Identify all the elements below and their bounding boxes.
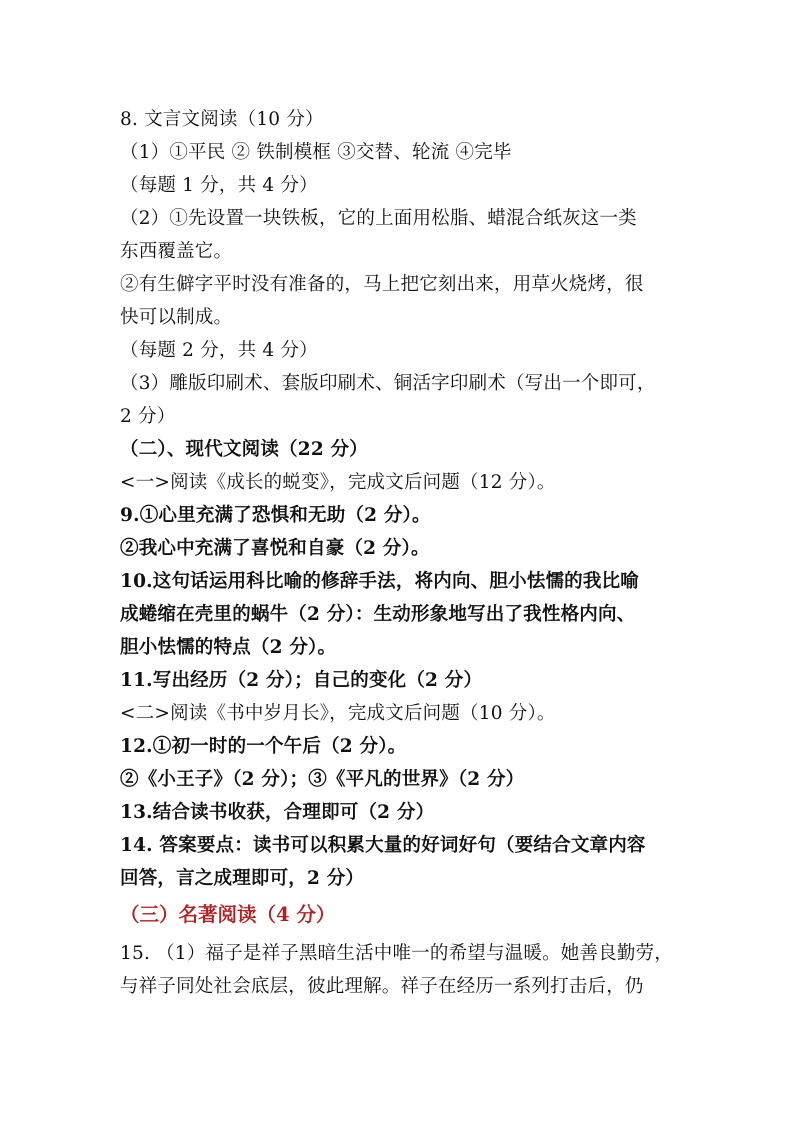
answer-8-3-cont: 2 分）: [120, 406, 176, 427]
answer-10-cont: 胆小怯懦的特点（2 分）。: [120, 637, 337, 658]
answer-9-b: ②我心中充满了喜悦和自豪（2 分）。: [120, 538, 430, 559]
section-3-heading: （三）名著阅读（4 分）: [120, 903, 336, 926]
answer-12-a: 12.①初一时的一个午后（2 分）。: [120, 736, 407, 757]
answer-8-2-a: （2）①先设置一块铁板，它的上面用松脂、蜡混合纸灰这一类: [120, 208, 637, 229]
answer-9-a: 9.①心里充满了恐惧和无助（2 分）。: [120, 505, 431, 526]
answer-13: 13.结合读书收获，合理即可（2 分）: [120, 802, 435, 823]
scoring-note: （每题 2 分，共 4 分）: [120, 340, 318, 361]
section-2-heading: （二）、现代文阅读（22 分）: [120, 439, 368, 460]
answer-8-2-b: ②有生僻字平时没有准备的，马上把它刻出来，用草火烧烤，很: [120, 274, 644, 295]
answer-12-b: ②《小王子》（2 分）；③《平凡的世界》（2 分）: [120, 769, 525, 790]
answer-8-3: （3）雕版印刷术、套版印刷术、铜活字印刷术（写出一个即可，: [120, 373, 656, 394]
question-8-heading: 8. 文言文阅读（10 分）: [120, 109, 324, 130]
passage-1-heading: <一>阅读《成长的蜕变》，完成文后问题（12 分）。: [120, 472, 556, 493]
answer-14: 14. 答案要点：读书可以积累大量的好词好句（要结合文章内容: [120, 835, 646, 856]
answer-11: 11.写出经历（2 分）；自己的变化（2 分）: [120, 670, 483, 691]
scoring-note: （每题 1 分，共 4 分）: [120, 175, 318, 196]
answer-15: 15. （1）福子是祥子黑暗生活中唯一的希望与温暖。她善良勤劳，: [120, 943, 673, 964]
answer-8-2-a-cont: 东西覆盖它。: [120, 241, 233, 262]
document-page: [120, 103, 680, 1003]
answer-8-2-b-cont: 快可以制成。: [120, 307, 233, 328]
answer-8-1: （1）①平民 ② 铁制模框 ③交替、轮流 ④完毕: [120, 142, 512, 163]
answer-10-cont: 成蜷缩在壳里的蜗牛（2 分）：生动形象地写出了我性格内向、: [120, 604, 636, 625]
answer-10: 10.这句话运用科比喻的修辞手法，将内向、胆小怯懦的我比喻: [120, 571, 639, 592]
passage-2-heading: <二>阅读《书中岁月长》，完成文后问题（10 分）。: [120, 703, 556, 724]
answer-15-cont: 与祥子同处社会底层，彼此理解。祥子在经历一系列打击后，仍: [120, 976, 644, 997]
answer-14-cont: 回答，言之成理即可，2 分）: [120, 868, 365, 889]
